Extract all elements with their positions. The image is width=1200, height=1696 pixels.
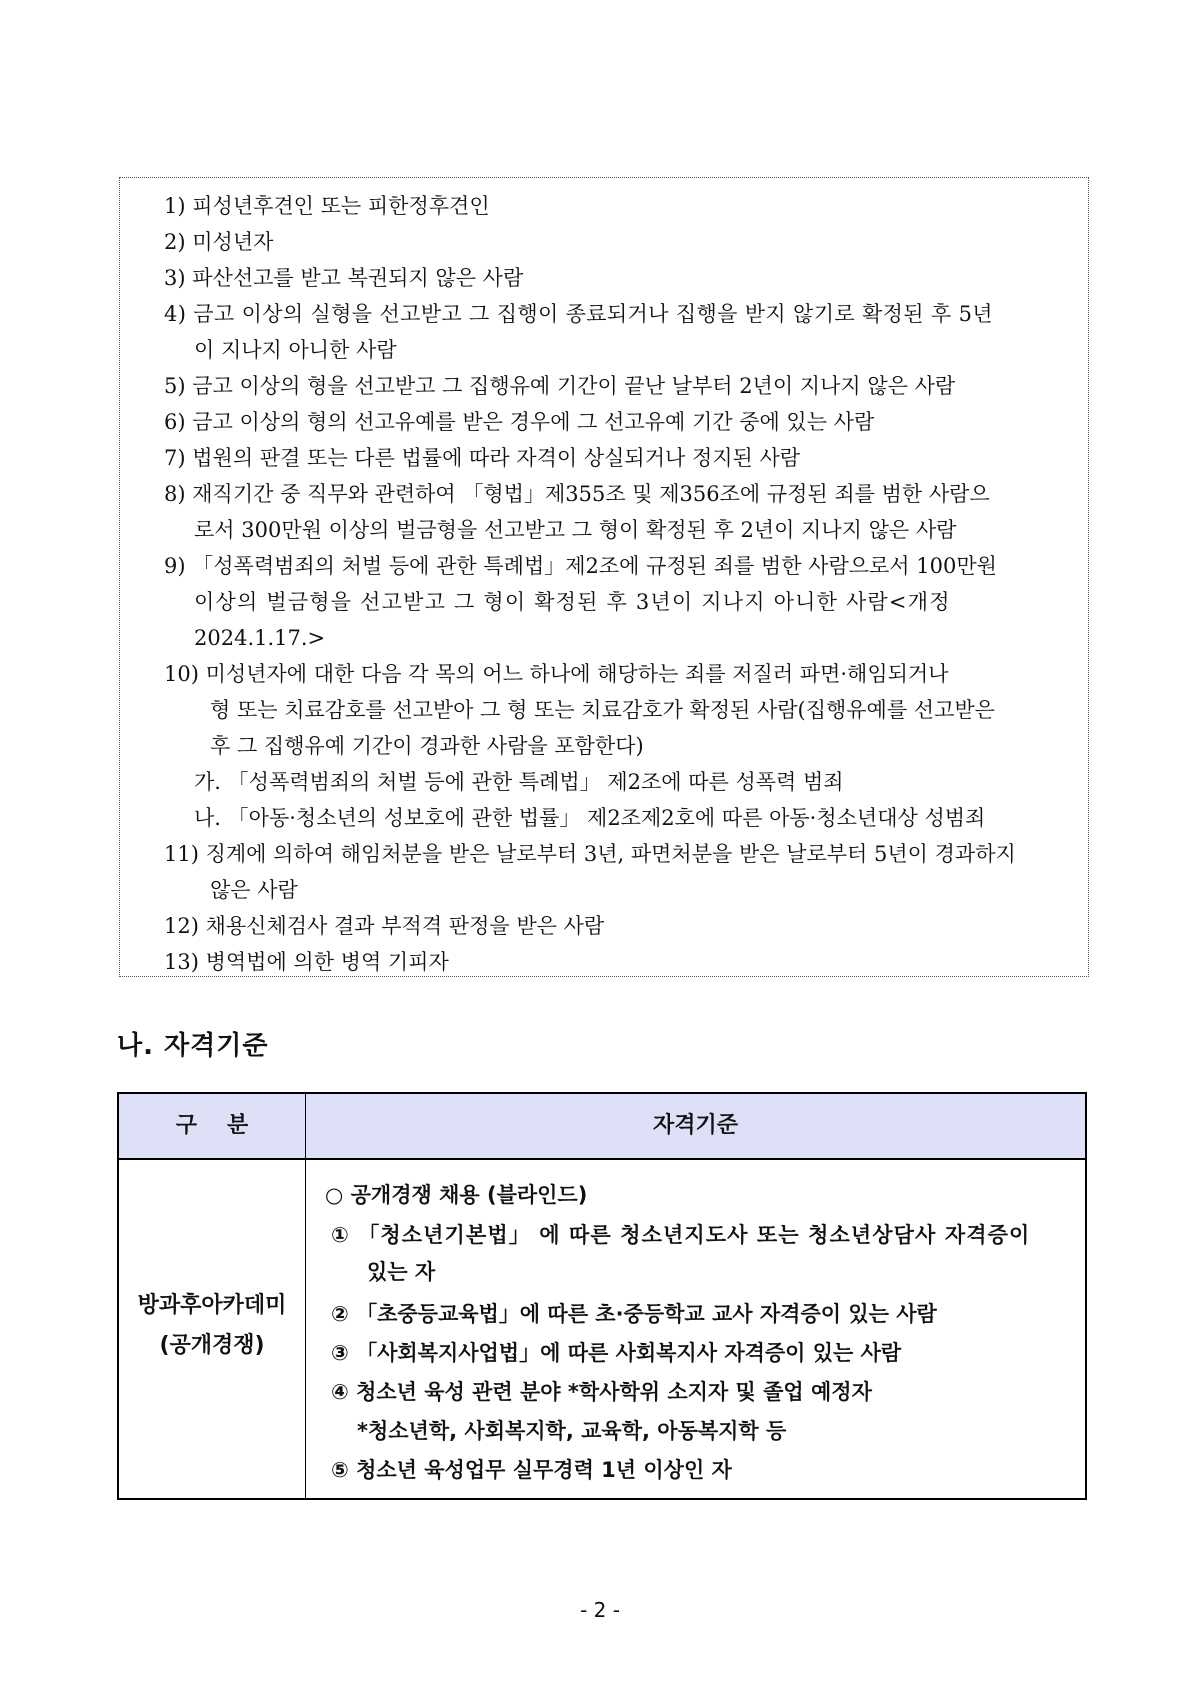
criteria-item-3: ③ 「사회복지사업법」에 따른 사회복지사 자격증이 있는 사람 [331,1341,902,1365]
qualification-table [117,1092,1087,1500]
table-header-row [119,1094,1085,1160]
disq-item-13: 13) 병역법에 의한 병역 기피자 [164,950,449,974]
disq-item-9: 9) 「성폭력범죄의 처벌 등에 관한 특례법」제2조에 규정된 죄를 범한 사람으로서 100만원 [164,554,997,578]
page-number: - 2 - [580,1598,620,1622]
disq-item-10-cont: 형 또는 치료감호를 선고받아 그 형 또는 치료감호가 확정된 사람(집행유예를 선고받은 [210,698,995,722]
disq-item-1: 1) 피성년후견인 또는 피한정후견인 [164,194,490,218]
disq-item-7: 7) 법원의 판결 또는 다른 법률에 따라 자격이 상실되거나 정지된 사람 [164,446,801,470]
disq-sub-item-ga: 가. 「성폭력범죄의 처벌 등에 관한 특례법」 제2조에 따른 성폭력 범죄 [194,770,844,794]
disq-item-6: 6) 금고 이상의 형의 선고유예를 받은 경우에 그 선고유예 기간 중에 있는 사람 [164,410,875,434]
header-category: 구분 [175,1113,279,1138]
category-cell [119,1160,305,1498]
disq-item-2: 2) 미성년자 [164,230,274,254]
disq-item-4: 4) 금고 이상의 실형을 선고받고 그 집행이 종료되거나 집행을 받지 않기로 확정된 후 5년 [164,302,993,326]
category-type: (공개경쟁) [159,1333,265,1358]
disq-item-12: 12) 채용신체검사 결과 부적격 판정을 받은 사람 [164,914,605,938]
criteria-item-4: ④ 청소년 육성 관련 분야 *학사학위 소지자 및 졸업 예정자 [331,1380,872,1404]
criteria-item-1-cont: 있는 자 [367,1260,436,1284]
category-name: 방과후아카데미 [137,1293,287,1318]
criteria-item-1: ① 「청소년기본법」 에 따른 청소년지도사 또는 청소년상담사 자격증이 [331,1223,1031,1247]
disq-item-4-cont: 이 지나지 아니한 사람 [194,338,397,362]
disq-item-9-cont2: 2024.1.17.> [194,626,326,650]
disq-item-3: 3) 파산선고를 받고 복권되지 않은 사람 [164,266,524,290]
disq-sub-item-na: 나. 「아동·청소년의 성보호에 관한 법률」 제2조제2호에 따른 아동·청소년대상 성범죄 [194,806,986,830]
header-criteria: 자격기준 [652,1113,738,1138]
disq-item-8-cont: 로서 300만원 이상의 벌금형을 선고받고 그 형이 확정된 후 2년이 지나지 않은 사람 [194,518,957,542]
disq-item-9-cont: 이상의 벌금형을 선고받고 그 형이 확정된 후 3년이 지나지 아니한 사람<개정 [194,590,951,614]
disq-item-10-cont2: 후 그 집행유예 기간이 경과한 사람을 포함한다) [210,734,644,758]
column-divider [305,1094,306,1498]
section-title: 나. 자격기준 [117,1031,269,1061]
disq-item-11-cont: 않은 사람 [210,878,298,902]
criteria-item-5: ⑤ 청소년 육성업무 실무경력 1년 이상인 자 [331,1458,732,1482]
criteria-item-4-note: *청소년학, 사회복지학, 교육학, 아동복지학 등 [357,1419,787,1443]
criteria-item-2: ② 「초중등교육법」에 따른 초·중등학교 교사 자격증이 있는 사람 [331,1302,937,1326]
disq-item-11: 11) 징계에 의하여 해임처분을 받은 날로부터 3년, 파면처분을 받은 날로부터 5년이 경과하지 [164,842,1016,866]
disq-item-10: 10) 미성년자에 대한 다음 각 목의 어느 하나에 해당하는 죄를 저질러 파면·해임되거나 [164,662,949,686]
disq-item-8: 8) 재직기간 중 직무와 관련하여 「형법」제355조 및 제356조에 규정된 죄를 범한 사람으 [164,482,990,506]
disq-item-5: 5) 금고 이상의 형을 선고받고 그 집행유예 기간이 끝난 날부터 2년이 지나지 않은 사람 [164,374,956,398]
disqualification-box [119,177,1089,977]
criteria-heading: ○ 공개경쟁 채용 (블라인드) [325,1183,588,1207]
